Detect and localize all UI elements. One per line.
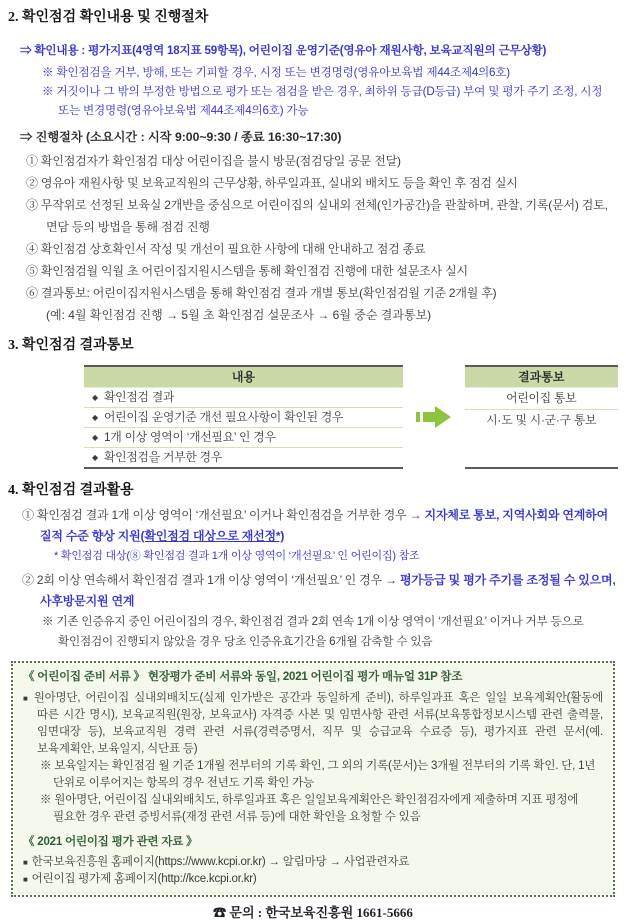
table-cell: 어린이집 운영기준 개선 필요사항이 확인된 경우	[103, 410, 344, 424]
materials-link-text: 어린이집 평가제 홈페이지(http://kce.kcpi.or.kr)	[31, 873, 257, 885]
section3-title: 3. 확인점검 결과통보	[8, 338, 134, 353]
procedure-step-6: ⑥ 결과통보: 어린이집지원시스템을 통해 확인점검 결과 개별 통보(확인점검월 기준 2개월 후)	[26, 286, 497, 300]
prep-docs-subtitle: 현장평가 준비 서류와 동일, 2021 어린이집 평가 매뉴얼 31P 참조	[147, 671, 463, 683]
table-cell: 시·도 및 시·군·구 통보	[486, 413, 597, 427]
item1-highlight-text: 지자체로 통보, 지역사회와 연계하여 질적 수준 향상 지원	[40, 508, 608, 543]
item2-plain-text: ② 2회 이상 연속해서 확인점검 결과 1개 이상 영역이 ‘개선필요’ 인 경우 →	[22, 573, 400, 587]
prep-docs-note-1: ※ 보육일지는 확인점검 월 기준 1개월 전부터의 기록 확인, 그 외의 기록(문서)는 3개월 전부터의 기록 확인. 단, 1년 단위로 이루어지는 항목의 경우 전년도 기록 확인 가능	[40, 760, 596, 789]
square-bullet-icon: ■	[23, 858, 28, 867]
prep-docs-title-bracket: 《 어린이집 준비 서류 》	[23, 671, 145, 683]
green-arrow-icon	[403, 365, 465, 469]
table-row	[84, 388, 403, 407]
table-cell: 1개 이상 영역이 ‘개선필요’ 인 경우	[103, 430, 276, 444]
content-table	[84, 365, 403, 469]
table-cell: 확인점검을 거부한 경우	[103, 450, 223, 464]
section2-note-1: ※ 확인점검을 거부, 방해, 또는 기피할 경우, 시정 또는 변경명령(영유아보육법 제44조제4의6호)	[42, 66, 510, 79]
procedure-step-5: ⑤ 확인점검월 익월 초 어린이집지원시스템을 통해 확인점검 진행에 대한 설문조사 실시	[26, 264, 468, 278]
table-row	[84, 407, 403, 427]
item1-plain-text: ① 확인점검 결과 1개 이상 영역이 ‘개선필요’ 이거나 확인점검을 거부한 경우 →	[22, 508, 425, 522]
table-row	[84, 427, 403, 447]
prep-docs-title	[23, 668, 603, 687]
item2-note: ※ 기존 인증유지 중인 어린이집의 경우, 확인점검 결과 2회 연속 1개 이상 영역이 ‘개선필요’ 이거나 거부 등으로 확인점검이 진행되지 않았을 경우 당초 인증유효기간을 6개월 감축할 수 있음	[42, 615, 584, 648]
square-bullet-icon: ■	[23, 875, 28, 884]
table-row	[84, 447, 403, 467]
procedure-step-2: ② 영유아 재원사항 및 보육교직원의 근무상황, 하루일과표, 실내외 배치도 등을 확인 후 점검 실시	[26, 176, 518, 190]
item1-underlined-text: (확인점검 대상으로 재선정*)	[140, 529, 285, 543]
prep-docs-text: 원아명단, 어린이집 실내외배치도(실제 인가받은 공간과 동일하게 준비), 하루일과표 혹은 일일 보육계획안(활동에 따른 시간 명시), 보육교직원(원장, 보육교사) 자격증 사본 및 임면사항 관련 서류(보육통합정보시스템 관련 출력물, 임면대장 등), 보육교직원 경력 관련 서류(경력증명서, 직무 및 승급교육 수료증 등), 평가지표 관련 문서(예. 보육계획안, 보육일지, 식단표 등)	[33, 692, 603, 755]
procedure-step-6-example: (예: 4월 확인점검 진행 → 5월 초 확인점검 설문조사 → 6월 중순 결과통보)	[46, 308, 432, 322]
result-notification-tables	[84, 365, 618, 469]
result-table-header: 결과통보	[465, 367, 618, 388]
table-cell: 어린이집 통보	[506, 391, 577, 405]
procedure-step-3: ③ 무작위로 선정된 보육실 2개반을 중심으로 어린이집의 실내외 전체(인가공간)을 관찰하며, 관찰, 기록(문서) 검토, 면담 등의 방법을 통해 점검 진행	[26, 198, 608, 234]
table-cell: 확인점검 결과	[103, 390, 175, 404]
table-row	[465, 388, 618, 409]
materials-link-text: 한국보육진흥원 홈페이지(https://www.kcpi.or.kr) → 알림마당 → 사업관련자료	[31, 856, 410, 868]
square-bullet-icon: ■	[23, 694, 30, 703]
result-usage-item-2	[8, 570, 618, 612]
item2-highlight-text: 평가등급 및 평가 주기를 조정될 수 있으며, 사후방문지원 연계	[40, 573, 616, 608]
procedure-step-4: ④ 확인점검 상호확인서 작성 및 개선이 필요한 사항에 대해 안내하고 점검 종료	[26, 242, 426, 256]
prep-docs-list	[23, 690, 603, 758]
procedure-step-1: ① 확인점검자가 확인점검 대상 어린이집을 불시 방문(점검당일 공문 전달)	[26, 154, 401, 168]
result-usage-item-1	[8, 505, 618, 547]
section2-note-2: ※ 거짓이나 그 밖의 부정한 방법으로 평가 또는 점검을 받은 경우, 최하위 등급(D등급) 부여 및 평가 주기 조정, 시정 또는 변경명령(영유아보육법 제44조제4의6호) 가능	[42, 85, 603, 117]
diamond-bullet-icon: ◆	[92, 433, 98, 442]
section2-check-content: ⇒ 확인내용 : 평가지표(4영역 18지표 59항목), 어린이집 운영기준(영유아 재원사항, 보육교직원의 근무상황)	[20, 44, 547, 57]
materials-title: 《 2021 어린이집 평가 관련 자료 》	[23, 836, 198, 848]
diamond-bullet-icon: ◆	[92, 393, 98, 402]
item1-subnote: * 확인점검 대상(⑧ 확인점검 결과 1개 이상 영역이 ‘개선필요’ 인 어린이집) 참조	[54, 550, 420, 562]
preparation-documents-box	[11, 661, 615, 897]
content-table-header: 내용	[84, 367, 403, 388]
result-table	[465, 365, 618, 469]
section4-title: 4. 확인점검 결과활용	[8, 483, 134, 498]
section2-title: 2. 확인점검 확인내용 및 진행절차	[8, 10, 209, 25]
contact-info: ☎ 문의 : 한국보육진흥원 1661-5666	[213, 905, 413, 920]
section2-procedure-heading: ⇒ 진행절차 (소요시간 : 시작 9:00~9:30 / 종료 16:30~17:30)	[20, 130, 342, 144]
diamond-bullet-icon: ◆	[92, 413, 98, 422]
prep-docs-note-2: ※ 원아명단, 어린이집 실내외배치도, 하루일과표 혹은 일일보육계획안은 확인점검자에게 제출하며 지표 평정에 필요한 경우 관련 증빙서류(재정 관련 서류 등)에 대한 확인을 요청할 수 있음	[40, 794, 579, 823]
diamond-bullet-icon: ◆	[92, 453, 98, 462]
table-row	[465, 409, 618, 431]
materials-item-2	[23, 871, 603, 888]
